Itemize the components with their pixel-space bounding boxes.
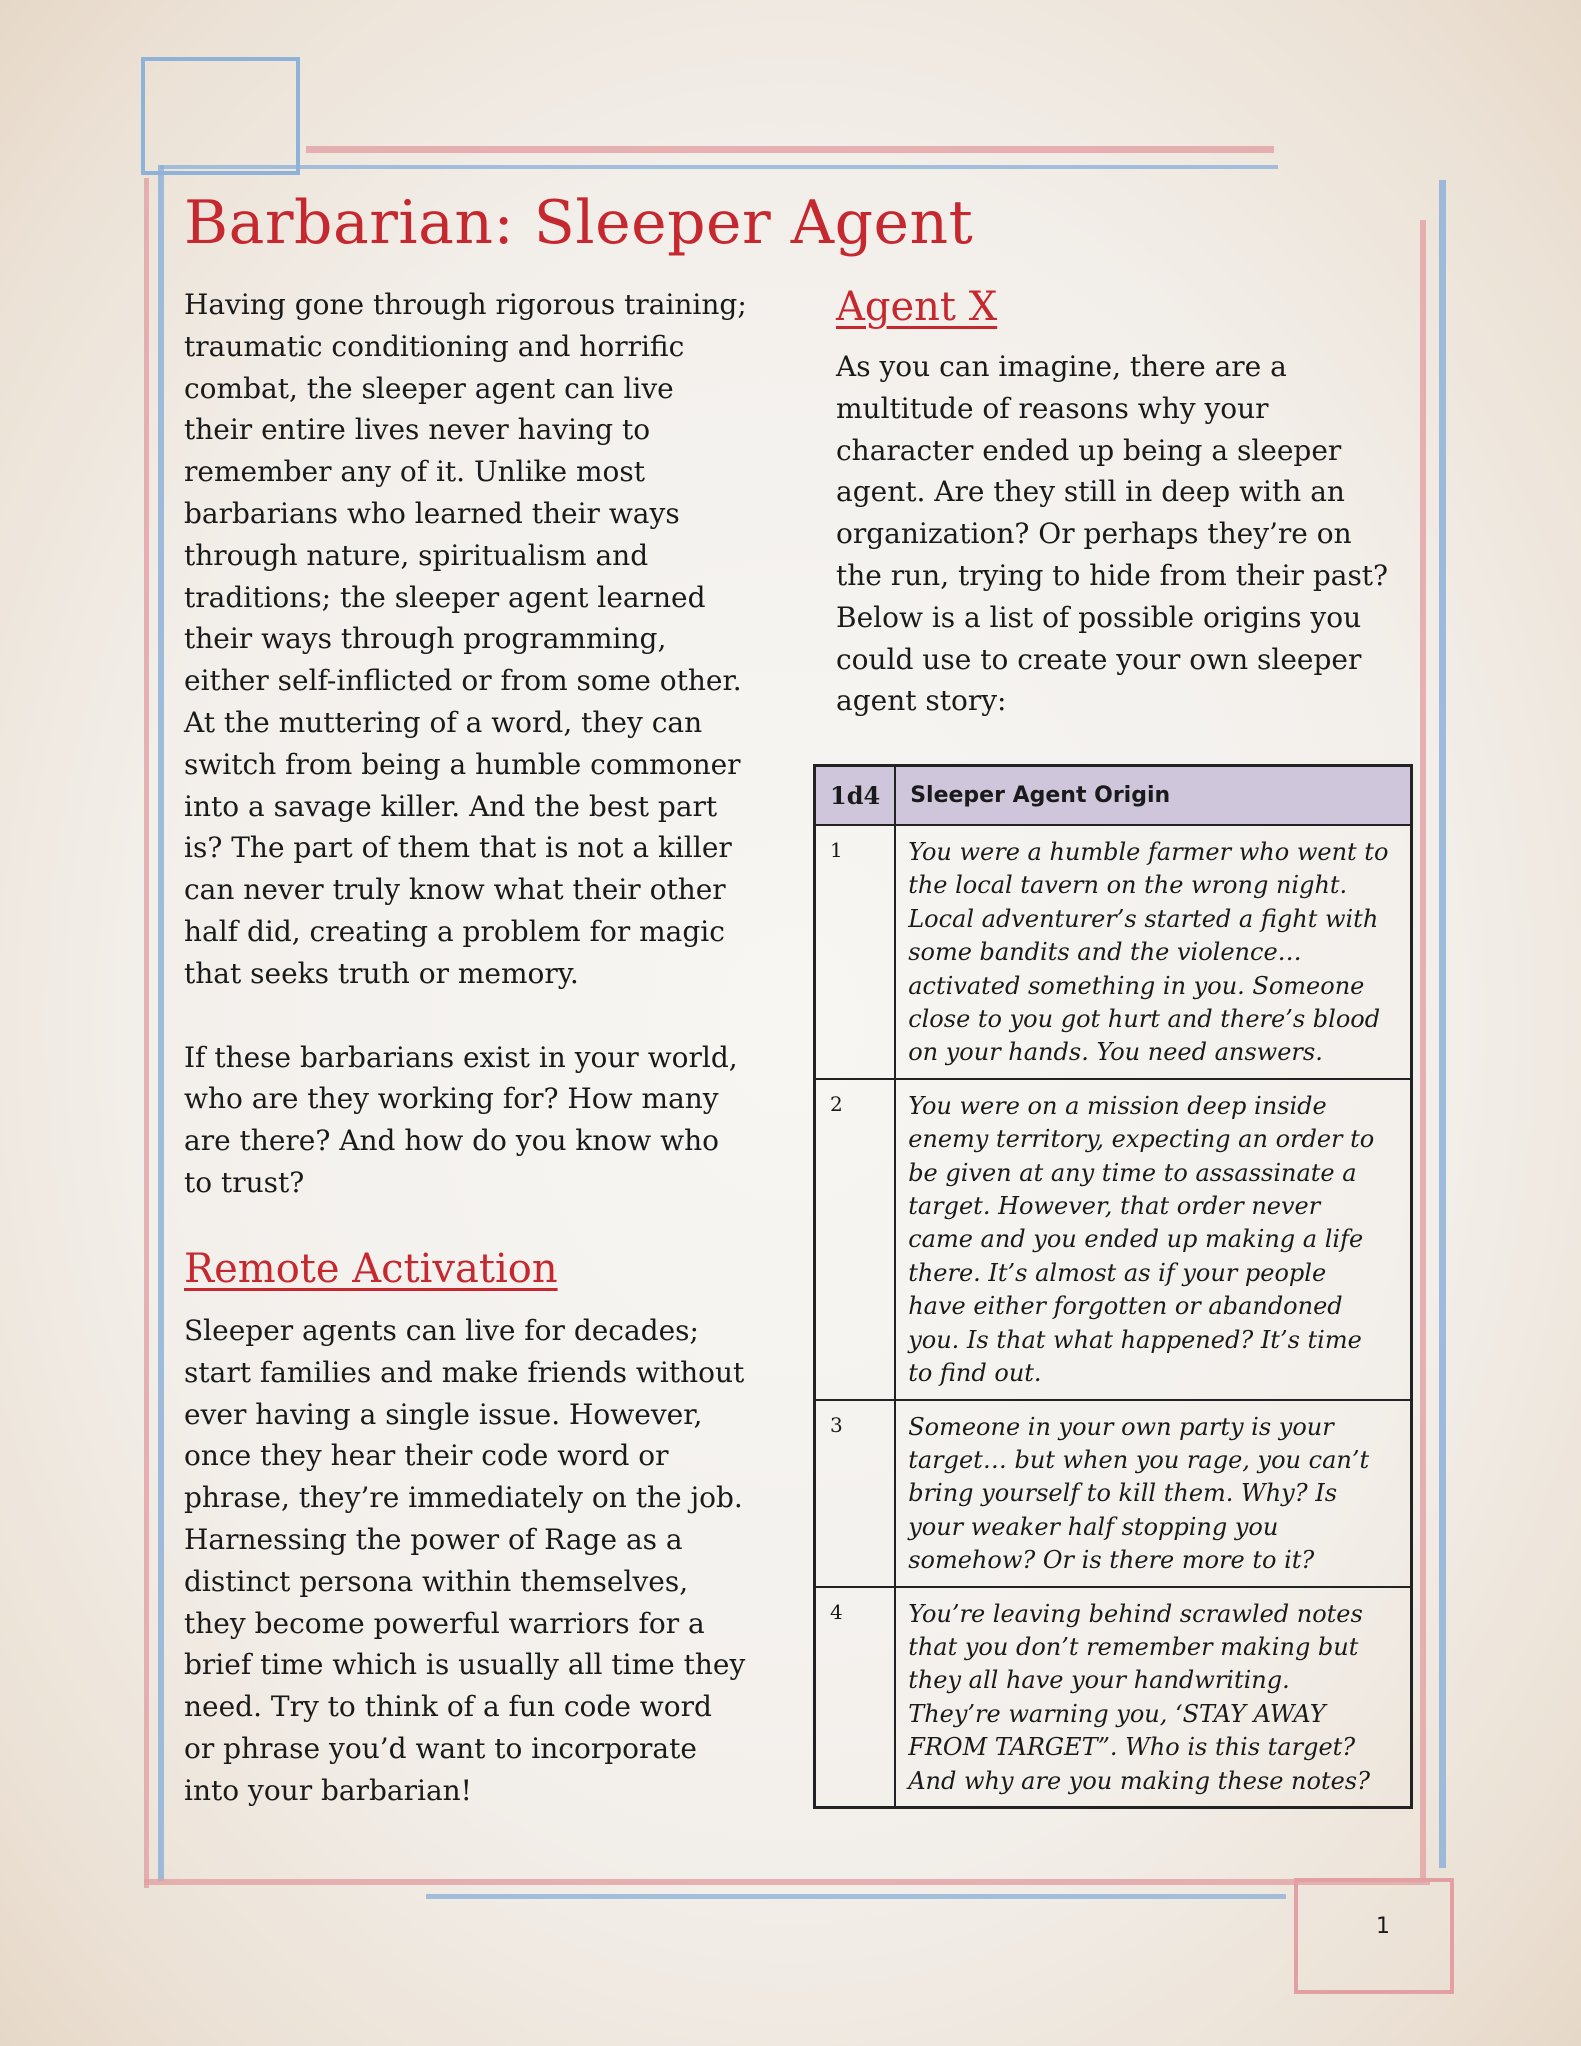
remote-activation-heading: Remote Activation	[184, 1246, 558, 1292]
row-text: You were on a mission deep inside enemy territory, expecting an order to be given at any time to assassinate a target. However, that order never came and you ended up making a life there. It’s almost as if your people have either forgotten or abandoned you. Is that what happened? It’s time to find out.	[895, 1079, 1411, 1400]
intro-paragraph-2: If these barbarians exist in your world, who are they working for? How many are there? And how do you know who to trust?	[184, 1040, 738, 1199]
right-rule-red	[1420, 220, 1426, 1880]
origin-table	[813, 764, 1413, 1809]
agent-x-heading: Agent X	[836, 284, 998, 330]
row-number: 3	[815, 1400, 896, 1587]
page-number: 1	[1376, 1914, 1390, 1939]
row-text: You’re leaving behind scrawled notes that you don’t remember making but they all have your handwriting. They’re warning you, ‘STAY AWAY FROM TARGET”. Who is this target? And why are you making these notes?	[895, 1587, 1411, 1808]
table-header-origin: Sleeper Agent Origin	[895, 766, 1411, 826]
row-number: 4	[815, 1587, 896, 1808]
remote-activation-body: Sleeper agents can live for decades; start families and make friends without ever having a single issue. However, once they hear their code word or phrase, they’re immediately on the job. Harnessing the power of Rage as a distinct persona within themselves, they become powerful warriors for a brief time which is usually all time they need. Try to think of a fun code word or phrase you’d want to incorporate into your barbarian!	[184, 1314, 746, 1807]
corner-box-top-left	[141, 57, 300, 175]
right-rule-blue	[1439, 180, 1446, 1868]
bottom-rule-blue	[426, 1894, 1286, 1899]
table-row	[815, 1587, 1412, 1808]
table-row	[815, 1400, 1412, 1587]
row-text: You were a humble farmer who went to the local tavern on the wrong night. Local adventurer’s started a fight with some bandits and the violence… activated something in you. Someone close to you got hurt and there’s blood on your hands. You need answers.	[895, 825, 1411, 1079]
intro-section	[184, 284, 774, 1204]
row-number: 2	[815, 1079, 896, 1400]
top-rule-red	[306, 146, 1274, 153]
corner-box-bottom-right	[1294, 1878, 1454, 1994]
intro-paragraph-1: Having gone through rigorous training; traumatic conditioning and horrific combat, the sleeper agent can live their entire lives never having to remember any of it. Unlike most barbarians who learned their ways through nature, spiritualism and traditions; the sleeper agent learned their ways through programming, either self-inflicted or from some other. At the muttering of a word, they can switch from being a humble commoner into a savage killer. And the best part is? The part of them that is not a killer can never truly know what their other half did, creating a problem for magic that seeks truth or memory.	[184, 288, 747, 990]
table-header-row	[815, 766, 1412, 826]
page-title: Barbarian: Sleeper Agent	[184, 188, 974, 258]
row-text: Someone in your own party is your target… but when you rage, you can’t bring yourself to kill them. Why? Is your weaker half stopping you somehow? Or is there more to it?	[895, 1400, 1411, 1587]
table-row	[815, 825, 1412, 1079]
top-rule-blue	[160, 165, 1278, 169]
left-rule-red	[144, 178, 149, 1888]
agent-x-body: As you can imagine, there are a multitude of reasons why your character ended up being a sleeper agent. Are they still in deep with an organization? Or perhaps they’re on the run, trying to hide from their past? Below is a list of possible origins you could use to create your own sleeper agent story:	[836, 350, 1389, 718]
table-header-die: 1d4	[815, 766, 896, 826]
row-number: 1	[815, 825, 896, 1079]
left-rule-blue	[158, 165, 164, 1881]
table-row	[815, 1079, 1412, 1400]
bottom-rule-red	[144, 1879, 1430, 1885]
